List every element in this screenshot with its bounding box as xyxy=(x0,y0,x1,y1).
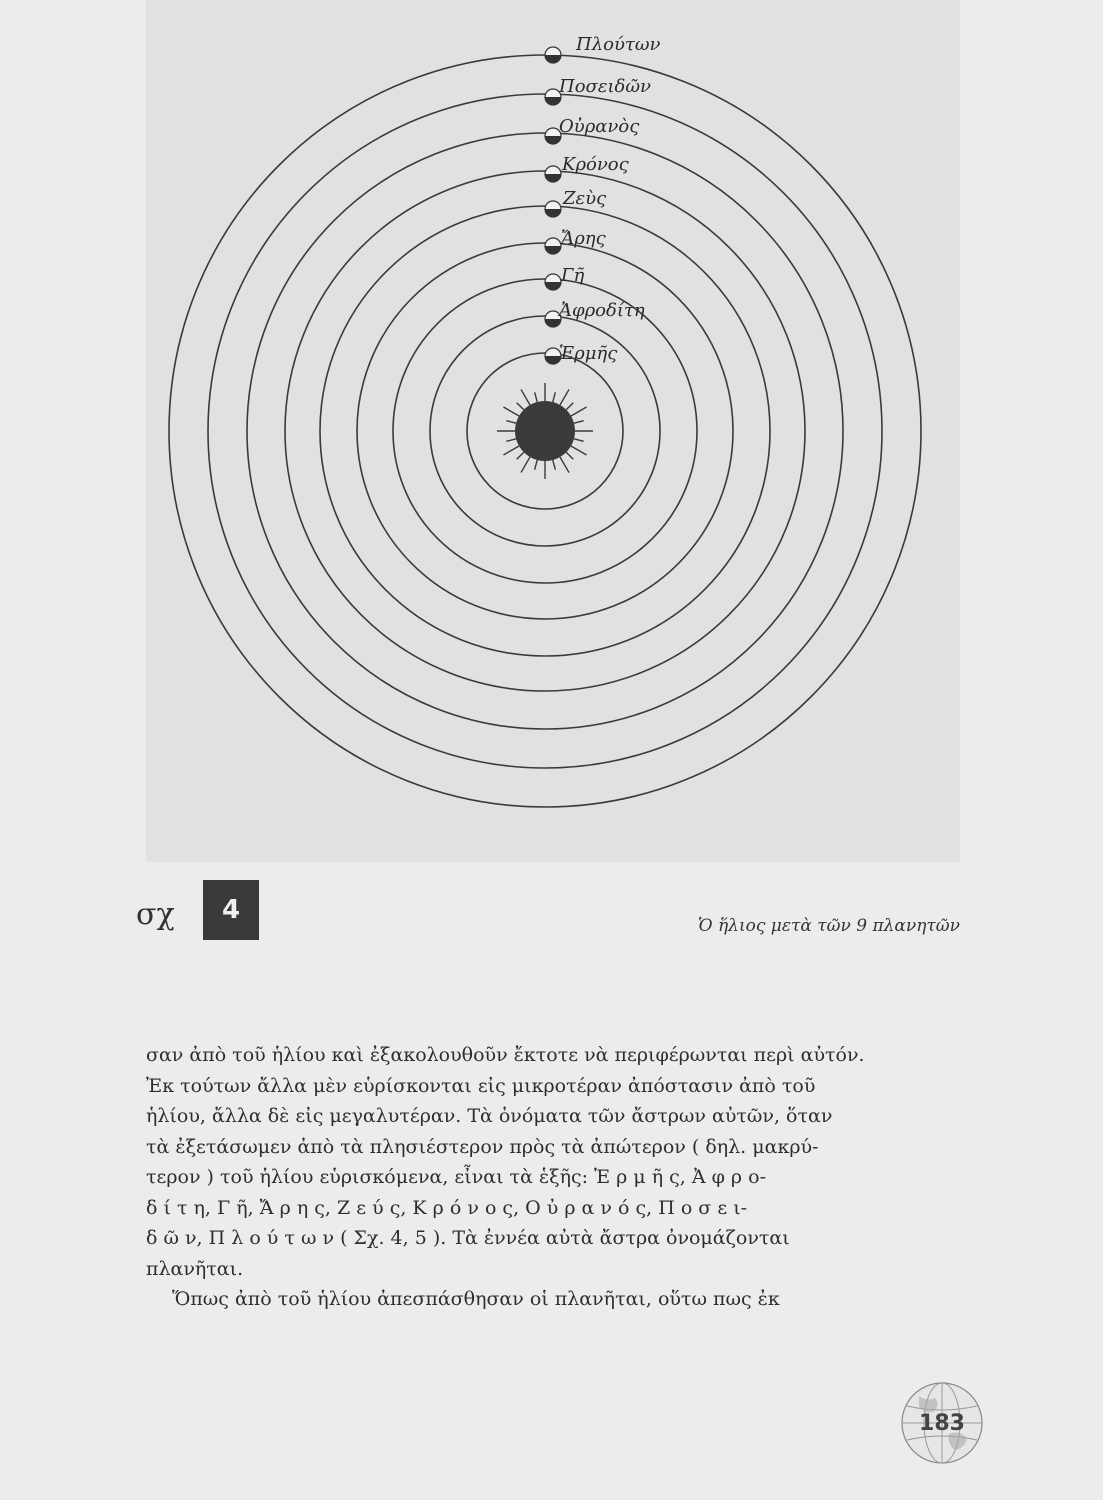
text-line: τερον ) τοῦ ἡλίου εὑρισκόμενα, εἶναι τὰ ἑξῆς: Ἑ ρ μ ῆ ς, Ἀ φ ρ ο- xyxy=(146,1166,767,1188)
planet-label-uranus: Οὐρανὸς xyxy=(559,116,640,137)
planet-earth-icon xyxy=(545,274,561,290)
text-line: τὰ ἐξετάσωμεν ἀπὸ τὰ πλησιέστερον πρὸς τὰ ἀπώτερον ( δηλ. μακρύ- xyxy=(146,1135,819,1158)
planet-label-neptune: Ποσειδῶν xyxy=(559,76,651,97)
planet-pluto-icon xyxy=(545,47,561,63)
figure-caption: Ὁ ἥλιος μετὰ τῶν 9 πλανητῶν xyxy=(697,916,960,936)
planet-mars-icon xyxy=(545,238,561,254)
text-line: σαν ἀπὸ τοῦ ἡλίου καὶ ἐξακολουθοῦν ἔκτοτε νὰ περιφέρωνται περὶ αὐτόν. xyxy=(146,1044,865,1066)
planet-label-mercury: Ἑρμῆς xyxy=(559,343,618,364)
text-line: δ ῶ ν, Π λ ο ύ τ ω ν ( Σχ. 4, 5 ). Τὰ ἐννέα αὐτὰ ἄστρα ὀνομάζονται xyxy=(146,1227,790,1249)
page-number-globe xyxy=(897,1378,987,1468)
figure-number-badge: 4 xyxy=(203,880,259,940)
planet-saturn-icon xyxy=(545,166,561,182)
figure-prefix: σχ xyxy=(136,897,175,932)
solar-system-figure xyxy=(146,0,960,862)
text-line: πλανῆται. xyxy=(146,1257,244,1280)
planet-label-pluto: Πλούτων xyxy=(576,34,661,55)
planet-label-jupiter: Ζεὺς xyxy=(563,188,607,209)
text-line: ἡλίου, ἄλλα δὲ εἰς μεγαλυτέραν. Τὰ ὀνόματα τῶν ἄστρων αὐτῶν, ὅταν xyxy=(146,1105,833,1127)
orbit-diagram xyxy=(146,0,960,862)
planet-label-venus: Ἀφροδίτη xyxy=(559,300,645,321)
text-line: Ἐκ τούτων ἄλλα μὲν εὑρίσκονται εἰς μικροτέραν ἀπόστασιν ἀπὸ τοῦ xyxy=(146,1074,816,1097)
page-number: 183 xyxy=(919,1410,965,1436)
body-paragraph xyxy=(146,1040,960,1315)
planet-label-earth: Γῆ xyxy=(561,265,585,286)
planet-label-mars: Ἄρης xyxy=(561,228,606,249)
planet-jupiter-icon xyxy=(545,201,561,217)
text-line: Ὅπως ἀπὸ τοῦ ἡλίου ἀπεσπάσθησαν οἱ πλανῆται, οὕτω πως ἐκ xyxy=(172,1288,780,1310)
text-line: δ ί τ η, Γ ῆ, Ἄ ρ η ς, Ζ ε ύ ς, Κ ρ ό ν ο ς, Ο ὐ ρ α ν ό ς, Π ο σ ε ι- xyxy=(146,1196,748,1219)
planet-label-saturn: Κρόνος xyxy=(562,154,629,175)
sun-icon xyxy=(497,383,593,479)
